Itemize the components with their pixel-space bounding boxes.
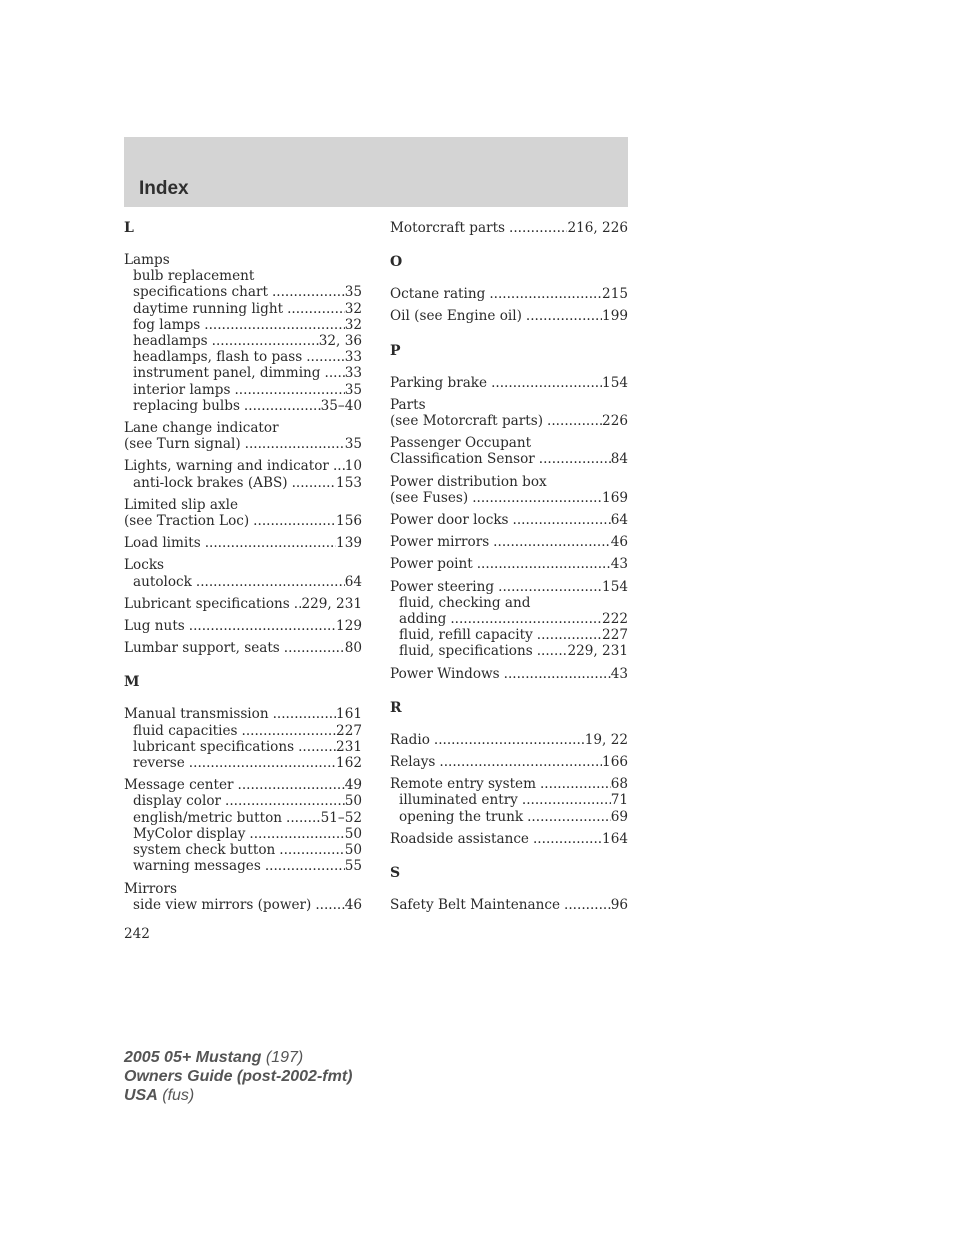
index-entry: [390, 897, 628, 913]
dot-leader: [284, 640, 345, 656]
index-entry: [124, 557, 362, 589]
entry-term: fluid capacities: [133, 722, 238, 739]
dot-leader: [204, 317, 344, 333]
dot-leader: [540, 776, 611, 792]
page-title: Index: [139, 178, 189, 199]
entry-term: Locks: [124, 557, 165, 574]
entry-term: fog lamps: [133, 316, 201, 333]
index-subentry-line: [124, 349, 362, 365]
entry-page-ref: 32, 36: [318, 333, 362, 350]
entry-page-ref: 80: [344, 640, 362, 657]
index-entry-line: [390, 512, 628, 528]
index-entry: [390, 512, 628, 528]
entry-term: Passenger Occupant: [390, 435, 532, 452]
entry-term: Lane change indicator: [124, 420, 279, 437]
entry-page-ref: 33: [344, 365, 362, 382]
dot-leader: [477, 556, 611, 572]
entry-page-ref: 35: [344, 284, 362, 301]
entry-term: illuminated entry: [399, 792, 518, 809]
index-subentry-line: [390, 792, 628, 808]
entry-term: opening the trunk: [399, 808, 524, 825]
index-entry-line: [390, 474, 628, 490]
dot-leader: [244, 398, 321, 414]
entry-term: daytime running light: [133, 300, 284, 317]
index-entry: [124, 618, 362, 634]
header-band: [124, 137, 628, 207]
index-letter-heading: L: [124, 220, 134, 236]
entry-page-ref: 227: [336, 722, 362, 739]
dot-leader: [196, 574, 345, 590]
entry-term: Roadside assistance: [390, 830, 529, 847]
footer-guide: Owners Guide (post-2002-fmt): [124, 1068, 353, 1085]
entry-term: reverse: [133, 755, 185, 772]
index-entry-line: [124, 497, 362, 513]
entry-page-ref: 216, 226: [567, 220, 628, 236]
index-entry: [124, 881, 362, 913]
index-column-left: [124, 220, 362, 919]
index-entry: [124, 535, 362, 551]
index-subentry-line: [124, 755, 362, 771]
dot-leader: [242, 723, 337, 739]
entry-page-ref: 33: [344, 349, 362, 366]
footer-model-code: (197): [265, 1049, 304, 1066]
entry-term: Message center: [124, 777, 234, 794]
index-entry-line: [124, 458, 362, 474]
dot-leader: [539, 451, 611, 467]
index-entry-line: [124, 252, 362, 268]
footer-line-2: [124, 1067, 352, 1086]
entry-page-ref: 10: [344, 458, 362, 475]
entry-term: (see Turn signal): [124, 436, 241, 453]
entry-page-ref: 50: [344, 842, 362, 859]
index-entry-line: [390, 831, 628, 847]
entry-page-ref: 156: [336, 513, 362, 530]
entry-term: Power mirrors: [390, 534, 490, 551]
entry-term: Parking brake: [390, 374, 488, 391]
dot-leader: [537, 627, 602, 643]
index-entry-line: [390, 286, 628, 302]
index-entry: [390, 666, 628, 682]
entry-term: MyColor display: [133, 825, 246, 842]
entry-term: Safety Belt Maintenance: [390, 897, 561, 914]
index-entry-line: [390, 451, 628, 467]
index-subentry-line: [124, 897, 362, 913]
entry-term: Manual transmission: [124, 706, 269, 723]
entry-page-ref: 229, 231: [567, 643, 628, 660]
entry-term: Lights, warning and indicator: [124, 458, 329, 475]
entry-term: Power door locks: [390, 512, 509, 529]
index-subentry-line: [124, 475, 362, 491]
dot-leader: [493, 534, 611, 550]
index-entry: [124, 420, 362, 452]
index-entry-line: [124, 420, 362, 436]
index-entry-line: [124, 535, 362, 551]
index-entry: [390, 435, 628, 467]
dot-leader: [472, 490, 602, 506]
index-entry-line: [390, 308, 628, 324]
entry-page-ref: 161: [336, 706, 362, 723]
entry-term: warning messages: [133, 858, 261, 875]
index-column-right: [390, 220, 628, 919]
dot-leader: [491, 375, 602, 391]
index-subentry-line: [124, 284, 362, 300]
entry-term: Motorcraft parts: [390, 220, 506, 236]
entry-term: Power steering: [390, 578, 495, 595]
entry-page-ref: 139: [336, 535, 362, 552]
entry-page-ref: 51–52: [320, 809, 362, 826]
index-entry-line: [390, 413, 628, 429]
entry-page-ref: 35: [344, 436, 362, 453]
entry-page-ref: 43: [610, 556, 628, 573]
dot-leader: [564, 897, 611, 913]
dot-leader: [273, 706, 336, 722]
index-entry-line: [390, 435, 628, 451]
dot-leader: [245, 436, 345, 452]
entry-term: display color: [133, 793, 222, 810]
footer-line-3: [124, 1086, 352, 1105]
index-entry-line: [124, 557, 362, 573]
index-entry: [390, 375, 628, 391]
index-subentry-line: [124, 858, 362, 874]
index-entry: [390, 397, 628, 429]
dot-leader: [333, 458, 345, 474]
entry-page-ref: 227: [602, 627, 628, 644]
entry-term: interior lamps: [133, 381, 231, 398]
entry-page-ref: 69: [610, 808, 628, 825]
entry-term: system check button: [133, 842, 276, 859]
entry-page-ref: 231: [336, 738, 362, 755]
footer-model: 2005 05+ Mustang: [124, 1049, 262, 1066]
index-entry-line: [124, 596, 362, 612]
dot-leader: [272, 284, 345, 300]
entry-page-ref: 162: [336, 755, 362, 772]
entry-page-ref: 43: [610, 665, 628, 682]
entry-term: Power Windows: [390, 665, 500, 682]
index-letter-heading: S: [390, 865, 401, 882]
entry-term: Load limits: [124, 535, 201, 552]
dot-leader: [306, 349, 344, 365]
entry-page-ref: 199: [602, 308, 628, 325]
index-subentry-line: [124, 793, 362, 809]
entry-term: bulb replacement: [133, 268, 255, 285]
document-footer: [124, 1048, 352, 1105]
index-subentry-line: [124, 333, 362, 349]
index-entry-line: [124, 618, 362, 634]
index-entry-line: [390, 579, 628, 595]
index-entry: [390, 308, 628, 324]
dot-leader: [279, 842, 344, 858]
dot-leader: [298, 739, 336, 755]
entry-term: (see Traction Loc): [124, 513, 250, 530]
entry-page-ref: 229, 231: [301, 595, 362, 612]
index-entry: [390, 754, 628, 770]
entry-page-ref: 55: [344, 858, 362, 875]
index-entry: [124, 640, 362, 656]
index-letter-heading: O: [390, 254, 403, 271]
dot-leader: [498, 579, 602, 595]
entry-page-ref: 35: [344, 381, 362, 398]
index-entry-line: [390, 220, 628, 236]
dot-leader: [434, 732, 585, 748]
entry-page-ref: 64: [610, 512, 628, 529]
entry-page-ref: 169: [602, 489, 628, 506]
entry-page-ref: 96: [610, 897, 628, 914]
entry-page-ref: 71: [610, 792, 628, 809]
entry-term: replacing bulbs: [133, 397, 240, 414]
index-subentry-line: [124, 382, 362, 398]
index-subentry-line: [390, 611, 628, 627]
index-subentry-line: [124, 739, 362, 755]
entry-page-ref: 154: [602, 374, 628, 391]
index-subentry-line: [124, 317, 362, 333]
index-entry: [390, 556, 628, 572]
entry-term: side view mirrors (power): [133, 896, 312, 913]
entry-term: headlamps: [133, 333, 208, 350]
index-entry: [390, 474, 628, 506]
dot-leader: [509, 220, 567, 236]
index-entry-line: [390, 397, 628, 413]
index-subentry-line: [124, 365, 362, 381]
entry-term: Octane rating: [390, 286, 486, 303]
entry-term: anti-lock brakes (ABS): [133, 474, 288, 491]
entry-term: Power distribution box: [390, 473, 547, 490]
dot-leader: [189, 618, 336, 634]
entry-page-ref: 166: [602, 754, 628, 771]
index-entry-line: [390, 897, 628, 913]
dot-leader: [489, 286, 602, 302]
dot-leader: [286, 810, 321, 826]
dot-leader: [212, 333, 319, 349]
index-entry: [390, 286, 628, 302]
dot-leader: [253, 513, 336, 529]
entry-page-ref: 19, 22: [584, 731, 628, 748]
index-letter-heading: M: [124, 674, 140, 691]
entry-page-ref: 46: [610, 534, 628, 551]
index-entry: [390, 579, 628, 660]
entry-page-ref: 153: [336, 474, 362, 491]
dot-leader: [537, 643, 568, 659]
index-subentry-line: [124, 723, 362, 739]
index-entry-line: [124, 777, 362, 793]
index-entry: [390, 534, 628, 550]
entry-term: fluid, checking and: [399, 594, 531, 611]
entry-term: headlamps, flash to pass: [133, 349, 303, 366]
dot-leader: [325, 365, 345, 381]
entry-term: Power point: [390, 556, 473, 573]
index-subentry-line: [390, 627, 628, 643]
index-entry-line: [124, 513, 362, 529]
dot-leader: [292, 475, 336, 491]
entry-term: Lamps: [124, 252, 170, 268]
index-entry: [124, 497, 362, 529]
entry-page-ref: 129: [336, 618, 362, 635]
index-subentry-line: [124, 810, 362, 826]
entry-page-ref: 46: [344, 896, 362, 913]
index-subentry-line: [124, 268, 362, 284]
entry-page-ref: 32: [344, 300, 362, 317]
entry-term: Radio: [390, 731, 430, 748]
index-entry-line: [124, 706, 362, 722]
dot-leader: [315, 897, 344, 913]
index-entry: [390, 220, 628, 236]
index-entry-line: [124, 640, 362, 656]
entry-page-ref: 68: [610, 776, 628, 793]
index-entry: [390, 732, 628, 748]
entry-term: autolock: [133, 573, 192, 590]
entry-term: Relays: [390, 754, 436, 771]
index-subentry-line: [124, 398, 362, 414]
entry-page-ref: 215: [602, 286, 628, 303]
index-entry-line: [390, 534, 628, 550]
index-entry: [124, 252, 362, 414]
entry-page-ref: 222: [602, 611, 628, 628]
dot-leader: [238, 777, 345, 793]
index-entry-line: [390, 754, 628, 770]
footer-market-code: (fus): [162, 1087, 195, 1104]
index-entry: [124, 458, 362, 490]
entry-term: fluid, specifications: [399, 643, 533, 660]
entry-page-ref: 154: [602, 578, 628, 595]
dot-leader: [522, 792, 611, 808]
entry-term: Mirrors: [124, 880, 177, 897]
footer-line-1: [124, 1048, 352, 1067]
index-entry-line: [124, 881, 362, 897]
entry-page-ref: 164: [602, 830, 628, 847]
entry-term: Lubricant specifications: [124, 595, 290, 612]
index-entry-line: [390, 375, 628, 391]
index-entry-line: [390, 732, 628, 748]
index-entry: [124, 596, 362, 612]
index-entry: [390, 776, 628, 825]
dot-leader: [450, 611, 602, 627]
index-entry: [124, 777, 362, 874]
index-subentry-line: [390, 595, 628, 611]
index-subentry-line: [124, 842, 362, 858]
index-entry-line: [390, 556, 628, 572]
entry-term: fluid, refill capacity: [399, 627, 533, 644]
index-letter-heading: R: [390, 699, 402, 716]
index-entry-line: [390, 666, 628, 682]
entry-term: Lumbar support, seats: [124, 640, 280, 657]
entry-term: Limited slip axle: [124, 496, 239, 513]
entry-page-ref: 226: [602, 413, 628, 430]
dot-leader: [205, 535, 336, 551]
entry-page-ref: 50: [344, 793, 362, 810]
dot-leader: [287, 301, 345, 317]
dot-leader: [249, 826, 344, 842]
entry-term: Oil (see Engine oil): [390, 308, 522, 325]
dot-leader: [504, 666, 611, 682]
entry-term: lubricant specifications: [133, 738, 295, 755]
dot-leader: [527, 809, 611, 825]
dot-leader: [513, 512, 611, 528]
entry-page-ref: 32: [344, 316, 362, 333]
dot-leader: [533, 831, 602, 847]
entry-term: (see Motorcraft parts): [390, 413, 544, 430]
entry-page-ref: 84: [610, 451, 628, 468]
index-subentry-line: [390, 809, 628, 825]
dot-leader: [189, 755, 336, 771]
dot-leader: [265, 858, 345, 874]
entry-term: Parts: [390, 396, 426, 413]
dot-leader: [225, 793, 345, 809]
index-letter-heading: P: [390, 342, 401, 359]
index-entry-line: [390, 490, 628, 506]
entry-term: (see Fuses): [390, 489, 469, 506]
index-subentry-line: [124, 301, 362, 317]
entry-term: Classification Sensor: [390, 451, 535, 468]
dot-leader: [526, 308, 602, 324]
index-entry: [390, 831, 628, 847]
dot-leader: [547, 413, 602, 429]
index-entry-line: [390, 776, 628, 792]
entry-term: english/metric button: [133, 809, 283, 826]
page-number: 242: [124, 926, 150, 942]
dot-leader: [294, 596, 302, 612]
entry-term: adding: [399, 611, 447, 628]
entry-term: Lug nuts: [124, 618, 185, 635]
index-subentry-line: [390, 643, 628, 659]
entry-page-ref: 49: [344, 777, 362, 794]
index-entry: [124, 706, 362, 771]
entry-page-ref: 50: [344, 825, 362, 842]
dot-leader: [234, 382, 344, 398]
index-subentry-line: [124, 826, 362, 842]
entry-term: Remote entry system: [390, 776, 536, 793]
dot-leader: [439, 754, 602, 770]
index-subentry-line: [124, 574, 362, 590]
index-entry-line: [124, 436, 362, 452]
entry-page-ref: 64: [344, 573, 362, 590]
footer-market: USA: [124, 1087, 158, 1104]
entry-term: instrument panel, dimming: [133, 365, 321, 382]
entry-term: specifications chart: [133, 284, 268, 301]
entry-page-ref: 35–40: [320, 397, 362, 414]
